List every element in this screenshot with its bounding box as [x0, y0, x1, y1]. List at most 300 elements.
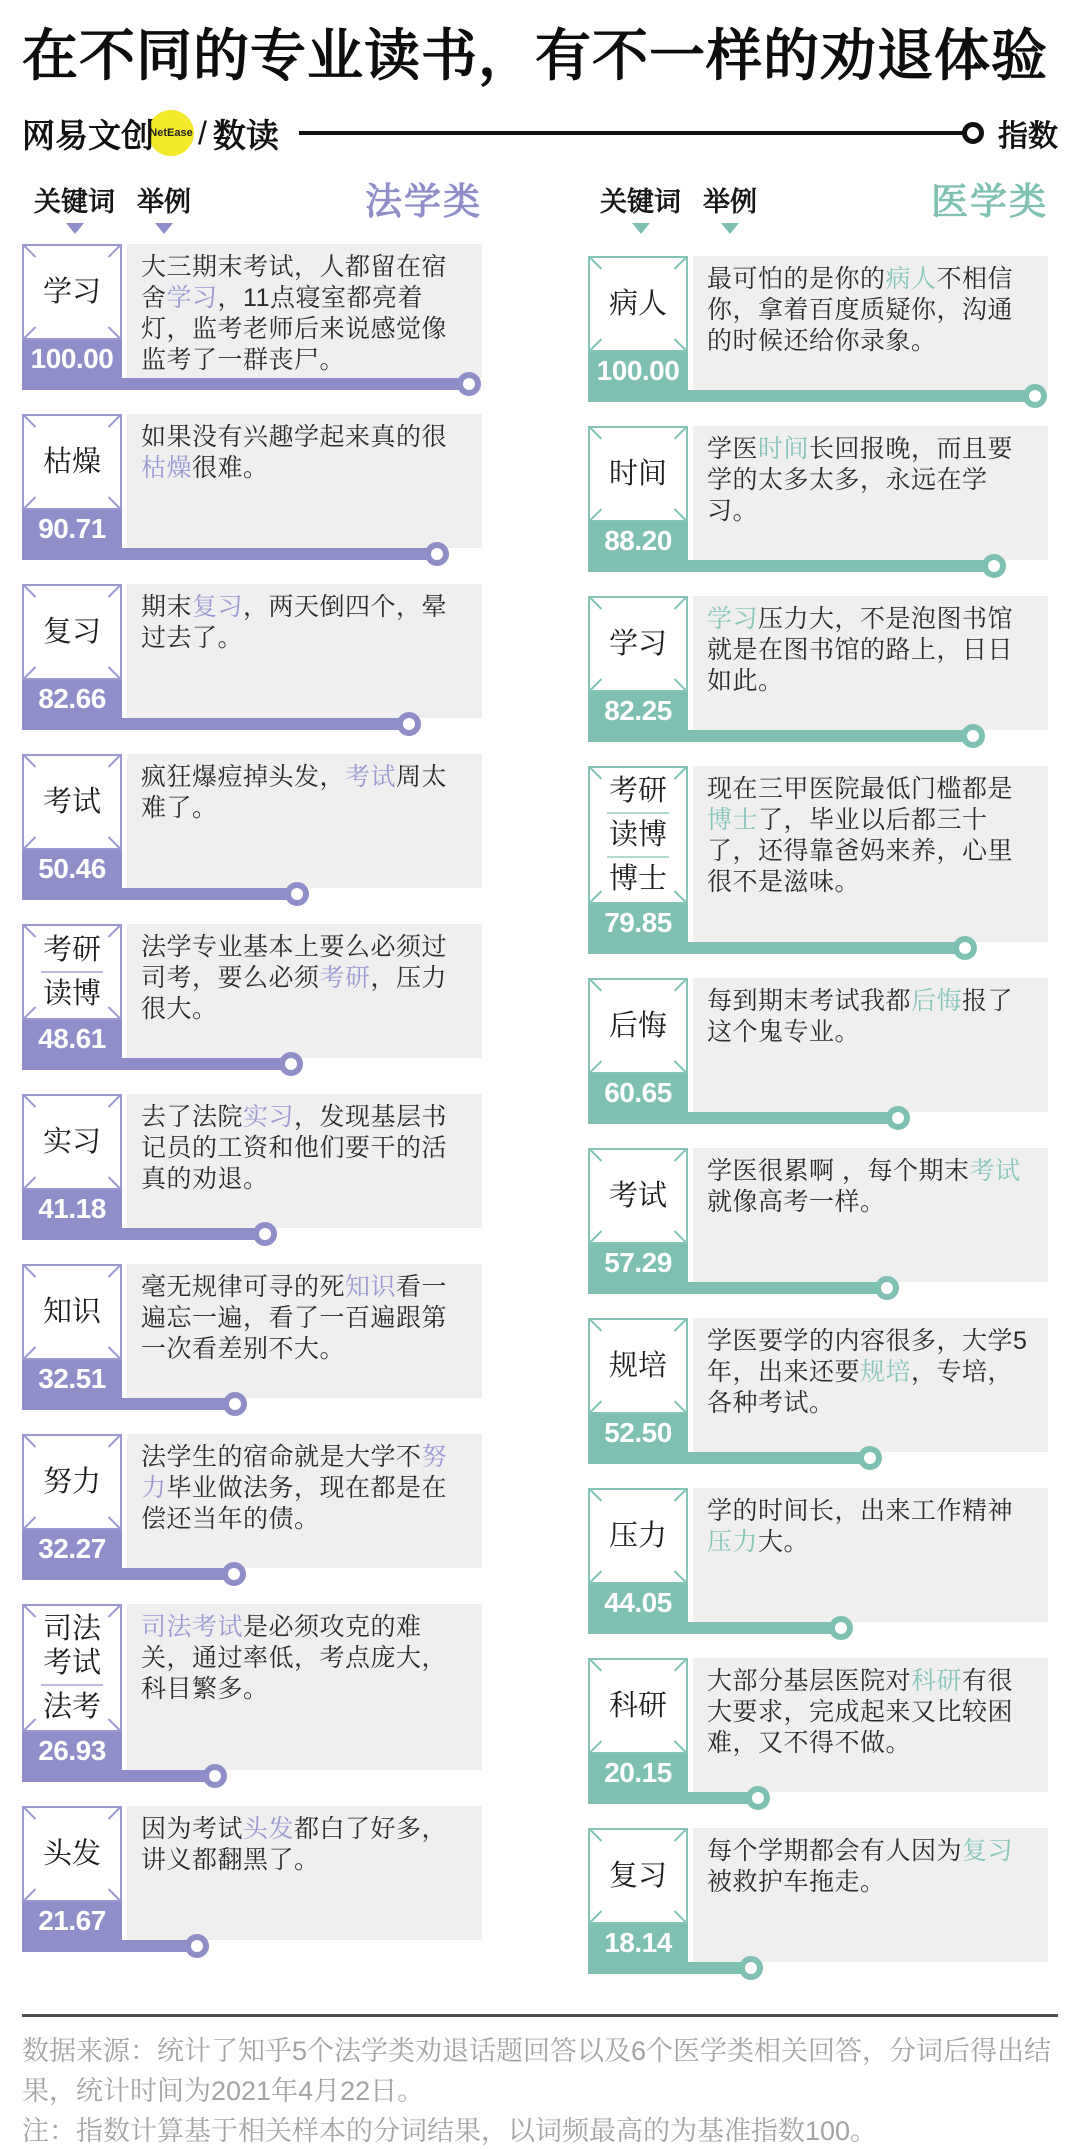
brand-logo-text: 网易文创: [22, 116, 154, 154]
corner-tick-icon: [108, 1807, 121, 1820]
corner-tick-icon: [674, 1659, 687, 1672]
keyword-column: [22, 1094, 122, 1228]
example-text: [127, 1434, 482, 1568]
keyword-header-cell: [600, 180, 681, 234]
index-bar: [588, 390, 1035, 402]
corner-tick-icon: [674, 891, 687, 904]
down-triangle-icon: [155, 223, 173, 234]
index-bar: [22, 1228, 265, 1240]
score-badge: 44.05: [588, 1584, 688, 1622]
keyword-box: [22, 1434, 122, 1530]
highlighted-keyword: 压力: [707, 1528, 759, 1557]
keyword-divider: [41, 971, 103, 973]
infographic-page: [0, 24, 1080, 2147]
keyword-card: [22, 584, 482, 730]
index-axis-end-dot-icon: [962, 122, 984, 144]
index-bar: [22, 548, 437, 560]
corner-tick-icon: [23, 1517, 36, 1530]
corner-tick-icon: [589, 1149, 602, 1162]
keyword-box: [22, 1806, 122, 1902]
corner-tick-icon: [674, 1571, 687, 1584]
keyword-box: [22, 924, 122, 1020]
score-badge: 57.29: [588, 1244, 688, 1282]
keyword-label: 枯燥: [42, 446, 101, 479]
text-segment: 学的时间长，出来工作精神: [707, 1497, 1014, 1526]
example-header-cell: [703, 180, 757, 234]
example-text: [127, 1806, 482, 1940]
text-segment: 期末: [141, 593, 193, 622]
text-segment: 最可怕的是你的: [707, 265, 886, 294]
score-badge: 21.67: [22, 1902, 122, 1940]
corner-tick-icon: [23, 327, 36, 340]
keyword-box: [588, 978, 688, 1074]
keyword-label: 规培: [608, 1350, 667, 1383]
corner-tick-icon: [589, 597, 602, 610]
text-segment: 法学专业基本上要么必须过司考，要么必须: [141, 933, 448, 993]
text-segment: 周太难了。: [141, 763, 448, 823]
text-segment: ，压力很大。: [141, 964, 448, 1024]
keyword-card: [588, 1148, 1048, 1294]
keyword-label: 努力: [42, 1466, 101, 1499]
corner-tick-icon: [23, 667, 36, 680]
example-text: [127, 244, 482, 378]
example-text: [693, 1658, 1048, 1792]
corner-tick-icon: [108, 327, 121, 340]
score-badge: 100.00: [22, 340, 122, 378]
keyword-card: [22, 1094, 482, 1240]
index-axis-label: 指数: [998, 120, 1058, 154]
text-segment: ，两天倒四个，晕过去了。: [141, 593, 448, 653]
score-badge: 50.46: [22, 850, 122, 888]
corner-tick-icon: [674, 509, 687, 522]
keyword-column: [588, 1658, 688, 1792]
keyword-divider: [607, 812, 669, 814]
text-segment: 学医: [707, 435, 759, 464]
corner-tick-icon: [674, 1489, 687, 1502]
score-badge: 82.66: [22, 680, 122, 718]
keyword-column: [22, 924, 122, 1058]
columns-container: [22, 180, 1048, 1998]
corner-tick-icon: [108, 1347, 121, 1360]
highlighted-keyword: 病人: [885, 265, 937, 294]
keyword-column: [588, 596, 688, 730]
keyword-card: [588, 978, 1048, 1124]
text-segment: 疯狂爆痘掉头发，: [141, 763, 346, 792]
index-bar: [22, 1940, 197, 1952]
score-badge: 20.15: [588, 1754, 688, 1792]
card-body: [588, 596, 1048, 730]
index-bar-endpoint-icon: [425, 542, 449, 566]
corner-tick-icon: [23, 925, 36, 938]
index-bar: [22, 1058, 291, 1070]
text-segment: ，专培，各种考试。: [707, 1358, 1014, 1418]
corner-tick-icon: [674, 979, 687, 992]
down-triangle-icon: [721, 223, 739, 234]
brand-slash: /: [198, 114, 207, 151]
corner-tick-icon: [589, 1401, 602, 1414]
text-segment: 报了这个鬼专业。: [707, 987, 1014, 1047]
corner-tick-icon: [674, 1829, 687, 1842]
highlighted-keyword: 司法考试: [141, 1613, 244, 1642]
corner-tick-icon: [674, 1911, 687, 1924]
highlighted-keyword: 博士: [707, 806, 759, 835]
keyword-card: [588, 1658, 1048, 1804]
keyword-box: [22, 244, 122, 340]
index-bar-endpoint-icon: [982, 554, 1006, 578]
keyword-header-label: 关键词: [34, 187, 115, 218]
corner-tick-icon: [108, 1435, 121, 1448]
keyword-label: 学习: [42, 276, 101, 309]
netease-logo-icon: NetEase: [148, 110, 194, 156]
text-segment: 了，毕业以后都三十了，还得靠爸妈来养，心里很不是滋味。: [707, 806, 1014, 897]
corner-tick-icon: [674, 597, 687, 610]
corner-tick-icon: [674, 1231, 687, 1244]
example-text: [693, 426, 1048, 560]
corner-tick-icon: [108, 925, 121, 938]
highlighted-keyword: 学习: [166, 284, 218, 313]
index-bar-endpoint-icon: [829, 1616, 853, 1640]
index-method-note: 注：指数计算基于相关样本的分词结果，以词频最高的为基准指数100。: [22, 2116, 878, 2147]
score-badge: 41.18: [22, 1190, 122, 1228]
index-bar: [22, 1770, 215, 1782]
text-segment: 法学生的宿命就是大学不: [141, 1443, 422, 1472]
card-body: [22, 1604, 482, 1770]
corner-tick-icon: [589, 1911, 602, 1924]
highlighted-keyword: 知识: [345, 1273, 397, 1302]
text-segment: 大三期末考试，人都留在宿舍: [141, 253, 448, 313]
corner-tick-icon: [589, 679, 602, 692]
keyword-label: 司法: [42, 1613, 101, 1646]
card-body: [22, 1434, 482, 1568]
score-badge: 82.25: [588, 692, 688, 730]
text-segment: 是必须攻克的难关，通过率低，考点庞大，科目繁多。: [141, 1613, 448, 1704]
keyword-label: 读博: [608, 819, 667, 852]
keyword-label: 考试: [42, 1647, 101, 1680]
highlighted-keyword: 实习: [243, 1103, 295, 1132]
corner-tick-icon: [589, 1829, 602, 1842]
index-bar: [22, 1568, 234, 1580]
keyword-box: [588, 1488, 688, 1584]
index-bar: [22, 1398, 235, 1410]
keyword-box: [588, 1828, 688, 1924]
corner-tick-icon: [674, 1741, 687, 1754]
keyword-header-cell: [34, 180, 115, 234]
example-text: [127, 1264, 482, 1398]
keyword-column: [22, 1264, 122, 1398]
index-bar: [588, 1962, 751, 1974]
keyword-column: [588, 766, 688, 942]
keyword-label: 复习: [42, 616, 101, 649]
corner-tick-icon: [674, 1149, 687, 1162]
index-bar-endpoint-icon: [953, 936, 977, 960]
corner-tick-icon: [108, 1095, 121, 1108]
text-segment: 被救护车拖走。: [707, 1868, 886, 1897]
corner-tick-icon: [108, 667, 121, 680]
highlighted-keyword: 复习: [192, 593, 244, 622]
score-badge: 26.93: [22, 1732, 122, 1770]
example-text: [127, 1604, 482, 1770]
text-segment: 压力大，不是泡图书馆就是在图书馆的路上，日日如此。: [707, 605, 1014, 696]
corner-tick-icon: [589, 1231, 602, 1244]
example-header-label: 举例: [137, 187, 191, 218]
keyword-column: [22, 1604, 122, 1770]
keyword-label: 考研: [608, 775, 667, 808]
keyword-card: [22, 1434, 482, 1580]
score-badge: 32.51: [22, 1360, 122, 1398]
example-text: [127, 924, 482, 1058]
keyword-column: [588, 978, 688, 1112]
index-axis-line: [299, 131, 963, 135]
index-bar-endpoint-icon: [961, 724, 985, 748]
keyword-label: 头发: [42, 1838, 101, 1871]
score-badge: 52.50: [588, 1414, 688, 1452]
keyword-label: 考试: [608, 1180, 667, 1213]
example-text: [693, 1148, 1048, 1282]
corner-tick-icon: [108, 755, 121, 768]
text-segment: 现在三甲医院最低门槛都是: [707, 775, 1014, 804]
corner-tick-icon: [108, 585, 121, 598]
keyword-card: [22, 244, 482, 390]
highlighted-keyword: 考试: [969, 1157, 1021, 1186]
index-bar: [588, 560, 994, 572]
index-bar-endpoint-icon: [397, 712, 421, 736]
corner-tick-icon: [23, 497, 36, 510]
keyword-card: [22, 1264, 482, 1410]
footer-notes: [22, 2014, 1058, 2151]
card-body: [22, 1094, 482, 1228]
data-source-note: 数据来源：统计了知乎5个法学类劝退话题回答以及6个医学类相关回答，分词后得出结果，统计时间为2021年4月22日。: [22, 2036, 1052, 2107]
example-text: [693, 256, 1048, 390]
text-segment: 都白了好多，讲义都翻黑了。: [141, 1815, 448, 1875]
corner-tick-icon: [108, 1517, 121, 1530]
corner-tick-icon: [589, 767, 602, 780]
card-body: [588, 766, 1048, 942]
keyword-column: [588, 426, 688, 560]
column-header: [588, 180, 1048, 234]
card-body: [22, 244, 482, 378]
corner-tick-icon: [108, 1889, 121, 1902]
down-triangle-icon: [66, 223, 84, 234]
corner-tick-icon: [674, 257, 687, 270]
corner-tick-icon: [23, 1177, 36, 1190]
text-segment: ，11点寝室都亮着灯，监考老师后来说感觉像监考了一群丧尸。: [141, 284, 448, 375]
corner-tick-icon: [23, 245, 36, 258]
keyword-column: [22, 244, 122, 378]
keyword-box: [22, 414, 122, 510]
keyword-card: [22, 754, 482, 900]
corner-tick-icon: [589, 1489, 602, 1502]
corner-tick-icon: [23, 415, 36, 428]
card-body: [588, 1828, 1048, 1962]
text-segment: 不相信你，拿着百度质疑你，沟通的时候还给你录象。: [707, 265, 1014, 356]
keyword-label: 考试: [42, 786, 101, 819]
text-segment: 因为考试: [141, 1815, 244, 1844]
keyword-label: 读博: [42, 978, 101, 1011]
example-text: [693, 596, 1048, 730]
index-bar: [588, 1452, 870, 1464]
keyword-label: 博士: [608, 863, 667, 896]
page-title: 在不同的专业读书，有不一样的劝退体验: [22, 24, 1048, 87]
card-body: [588, 1488, 1048, 1622]
keyword-card: [22, 924, 482, 1070]
highlighted-keyword: 考研: [319, 964, 371, 993]
keyword-box: [588, 1148, 688, 1244]
keyword-card: [588, 1488, 1048, 1634]
keyword-column: [588, 1148, 688, 1282]
keyword-label: 知识: [42, 1296, 101, 1329]
index-bar: [22, 718, 409, 730]
keyword-card: [588, 766, 1048, 954]
corner-tick-icon: [23, 837, 36, 850]
card-body: [588, 1318, 1048, 1452]
keyword-box: [588, 1318, 688, 1414]
example-text: [693, 1318, 1048, 1452]
index-bar-endpoint-icon: [253, 1222, 277, 1246]
keyword-label: 压力: [608, 1520, 667, 1553]
card-body: [588, 1148, 1048, 1282]
highlighted-keyword: 努力: [141, 1443, 448, 1503]
keyword-label: 病人: [608, 288, 667, 321]
score-badge: 18.14: [588, 1924, 688, 1962]
keyword-column: [588, 1828, 688, 1962]
keyword-box: [22, 1264, 122, 1360]
score-badge: 79.85: [588, 904, 688, 942]
index-bar-endpoint-icon: [746, 1786, 770, 1810]
corner-tick-icon: [674, 339, 687, 352]
text-segment: ，发现基层书记员的工资和他们要干的活真的劝退。: [141, 1103, 448, 1194]
text-segment: 去了法院: [141, 1103, 244, 1132]
keyword-box: [22, 1094, 122, 1190]
example-text: [693, 766, 1048, 942]
corner-tick-icon: [23, 1095, 36, 1108]
index-bar: [588, 1792, 758, 1804]
keyword-label: 复习: [608, 1860, 667, 1893]
corner-tick-icon: [108, 245, 121, 258]
card-body: [588, 256, 1048, 390]
score-badge: 90.71: [22, 510, 122, 548]
example-text: [127, 1094, 482, 1228]
cards: [22, 244, 482, 1952]
keyword-label: 考研: [42, 934, 101, 967]
example-text: [127, 584, 482, 718]
index-bar: [22, 888, 297, 900]
corner-tick-icon: [589, 257, 602, 270]
card-body: [22, 584, 482, 718]
corner-tick-icon: [589, 1659, 602, 1672]
score-badge: 60.65: [588, 1074, 688, 1112]
keyword-box: [588, 596, 688, 692]
highlighted-keyword: 科研: [911, 1667, 963, 1696]
keyword-label: 后悔: [608, 1010, 667, 1043]
keyword-divider: [607, 856, 669, 858]
law-column: [22, 180, 482, 1998]
corner-tick-icon: [23, 1807, 36, 1820]
keyword-box: [588, 766, 688, 904]
text-segment: 如果没有兴趣学起来真的很: [141, 423, 448, 452]
text-segment: 有很大要求，完成起来又比较困难，又不得不做。: [707, 1667, 1014, 1758]
index-bar-endpoint-icon: [223, 1392, 247, 1416]
keyword-label: 实习: [42, 1126, 101, 1159]
index-bar-endpoint-icon: [203, 1764, 227, 1788]
keyword-header-label: 关键词: [600, 187, 681, 218]
keyword-box: [22, 584, 122, 680]
corner-tick-icon: [674, 767, 687, 780]
example-text: [127, 754, 482, 888]
text-segment: 大部分基层医院对: [707, 1667, 912, 1696]
index-bar-endpoint-icon: [285, 882, 309, 906]
corner-tick-icon: [674, 1061, 687, 1074]
brand-sub-logo-text: 数读: [212, 116, 279, 154]
keyword-box: [588, 426, 688, 522]
keyword-box: [22, 754, 122, 850]
text-segment: 每个学期都会有人因为: [707, 1837, 963, 1866]
card-body: [588, 1658, 1048, 1792]
keyword-card: [588, 596, 1048, 742]
example-header-cell: [137, 180, 191, 234]
highlighted-keyword: 时间: [758, 435, 810, 464]
corner-tick-icon: [589, 1319, 602, 1332]
corner-tick-icon: [674, 679, 687, 692]
corner-tick-icon: [589, 509, 602, 522]
keyword-column: [22, 1806, 122, 1940]
index-bar-endpoint-icon: [1023, 384, 1047, 408]
corner-tick-icon: [23, 585, 36, 598]
card-body: [22, 1264, 482, 1398]
index-bar: [588, 1282, 887, 1294]
example-text: [693, 978, 1048, 1112]
index-bar-endpoint-icon: [185, 1934, 209, 1958]
index-bar: [588, 730, 973, 742]
keyword-card: [588, 426, 1048, 572]
keyword-column: [22, 754, 122, 888]
keyword-column: [588, 256, 688, 390]
highlighted-keyword: 头发: [243, 1815, 295, 1844]
example-text: [693, 1488, 1048, 1622]
score-badge: 32.27: [22, 1530, 122, 1568]
corner-tick-icon: [108, 1007, 121, 1020]
keyword-box: [22, 1604, 122, 1732]
keyword-box: [588, 1658, 688, 1754]
corner-tick-icon: [674, 1319, 687, 1332]
index-bar-endpoint-icon: [875, 1276, 899, 1300]
medicine-column: [588, 180, 1048, 1998]
keyword-divider: [41, 1684, 103, 1686]
brand-row: [22, 106, 1058, 160]
example-text: [127, 414, 482, 548]
corner-tick-icon: [589, 427, 602, 440]
keyword-column: [22, 1434, 122, 1568]
text-segment: 很难。: [192, 454, 269, 483]
text-segment: 看一遍忘一遍，看了一百遍跟第一次看差别不大。: [141, 1273, 448, 1364]
card-body: [22, 924, 482, 1058]
corner-tick-icon: [23, 1889, 36, 1902]
corner-tick-icon: [23, 1719, 36, 1732]
index-bar-endpoint-icon: [222, 1562, 246, 1586]
text-segment: 毕业做法务，现在都是在偿还当年的债。: [141, 1474, 448, 1534]
corner-tick-icon: [674, 1401, 687, 1414]
index-bar: [588, 942, 965, 954]
index-bar: [22, 378, 469, 390]
corner-tick-icon: [589, 891, 602, 904]
down-triangle-icon: [632, 223, 650, 234]
index-bar-endpoint-icon: [886, 1106, 910, 1130]
cards: [588, 256, 1048, 1974]
text-segment: 学医要学的内容很多，大学5年，出来还要: [707, 1327, 1028, 1387]
card-body: [22, 414, 482, 548]
corner-tick-icon: [589, 1741, 602, 1754]
corner-tick-icon: [23, 1347, 36, 1360]
corner-tick-icon: [23, 1007, 36, 1020]
